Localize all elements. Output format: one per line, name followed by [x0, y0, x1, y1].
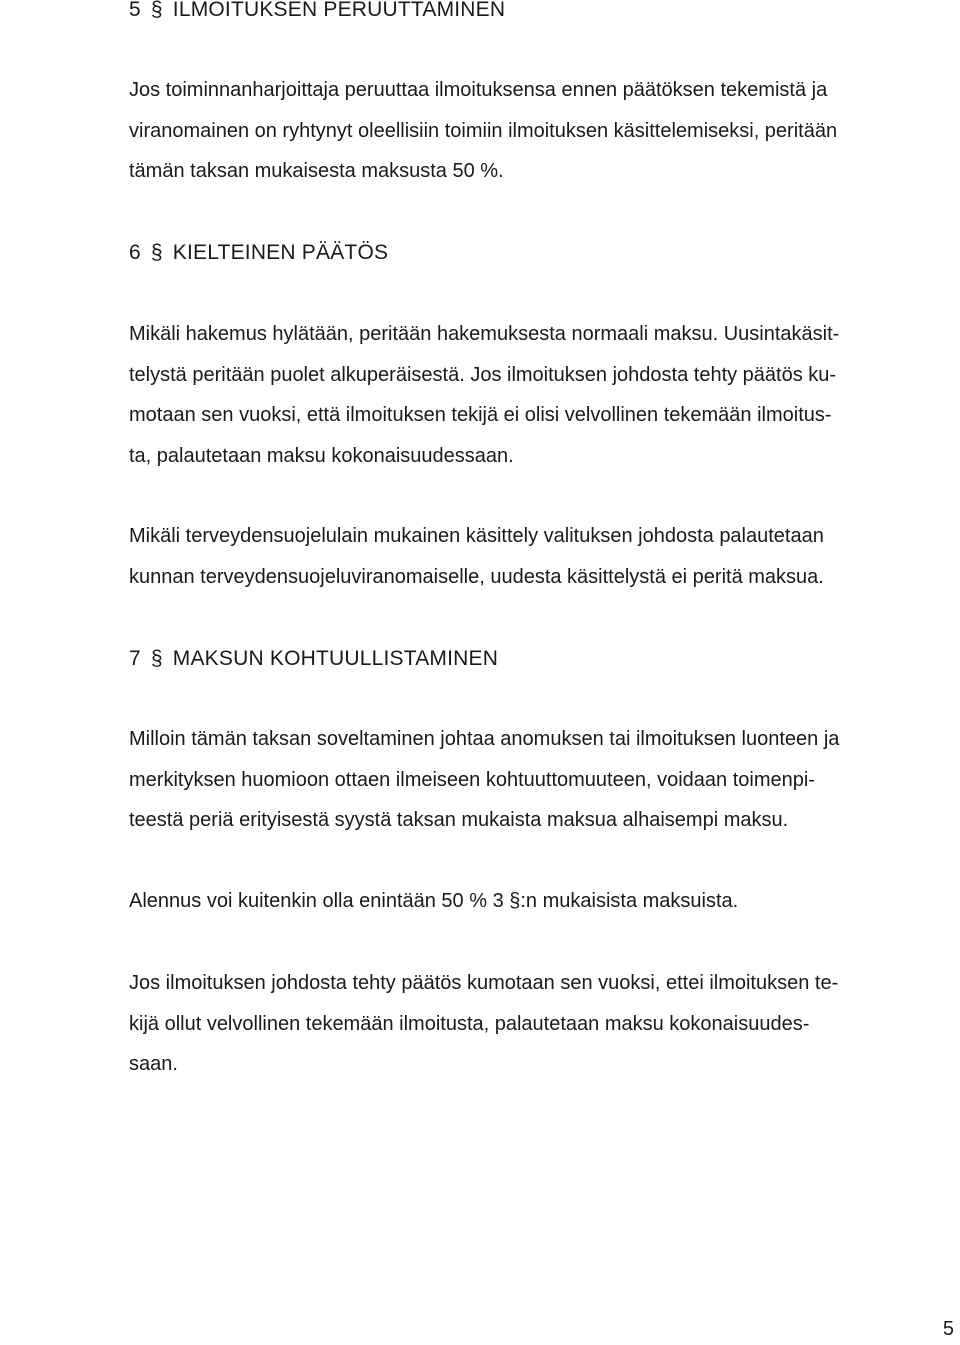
section-6-heading [129, 241, 388, 265]
text-line: Mikäli terveydensuojelulain mukainen käsittely valituksen johdosta palautetaan [129, 525, 824, 547]
section-7-paragraph-3 [129, 963, 838, 1085]
text-line: viranomainen on ryhtynyt oleellisiin toimiin ilmoituksen käsittelemiseksi, peritään [129, 119, 838, 142]
section-title: MAKSUN KOHTUULLISTAMINEN [172, 647, 499, 670]
text-line: saan. [129, 1053, 178, 1075]
text-line: Jos toiminnanharjoittaja peruuttaa ilmoituksensa ennen päätöksen tekemistä ja [129, 79, 828, 101]
section-number: 5 [129, 0, 141, 21]
section-title: KIELTEINEN PÄÄTÖS [172, 241, 389, 264]
section-symbol: § [150, 0, 163, 21]
text-line: motaan sen vuoksi, että ilmoituksen tekijä ei olisi velvollinen tekemään ilmoitus- [129, 404, 832, 426]
text-line: kijä ollut velvollinen tekemään ilmoitusta, palautetaan maksu kokonaisuudes- [129, 1012, 810, 1035]
section-number: 7 [129, 647, 141, 670]
text-line: tämän taksan mukaisesta maksusta 50 %. [129, 160, 504, 182]
section-7-paragraph-1 [129, 719, 839, 841]
section-5-paragraph-1 [129, 70, 837, 192]
text-line: kunnan terveydensuojeluviranomaiselle, uudesta käsittelystä ei peritä maksua. [129, 565, 824, 588]
text-line: Jos ilmoituksen johdosta tehty päätös kumotaan sen vuoksi, ettei ilmoituksen te- [129, 972, 839, 994]
text-line: Mikäli hakemus hylätään, peritään hakemuksesta normaali maksu. Uusintakäsit- [129, 323, 840, 345]
section-6-paragraph-1 [129, 314, 839, 476]
section-symbol: § [150, 647, 163, 670]
text-line: telystä peritään puolet alkuperäisestä. Jos ilmoituksen johdosta tehty päätös ku- [129, 363, 837, 386]
section-title: ILMOITUKSEN PERUUTTAMINEN [172, 0, 506, 21]
text-line: Milloin tämän taksan soveltaminen johtaa anomuksen tai ilmoituksen luonteen ja [129, 728, 840, 750]
text-line: teestä periä erityisestä syystä taksan mukaista maksua alhaisempi maksu. [129, 809, 789, 831]
page-number: 5 [942, 1318, 954, 1340]
section-number: 6 [129, 241, 141, 264]
section-6-paragraph-2 [129, 516, 824, 597]
section-7-heading [129, 647, 498, 671]
text-line: ta, palautetaan maksu kokonaisuudessaan. [129, 444, 514, 467]
text-line: merkityksen huomioon ottaen ilmeiseen kohtuuttomuuteen, voidaan toimenpi- [129, 768, 815, 791]
text-line: Alennus voi kuitenkin olla enintään 50 % 3 §:n mukaisista maksuista. [129, 890, 739, 912]
section-5-heading [129, 0, 505, 22]
section-symbol: § [150, 241, 163, 264]
section-7-paragraph-2 [129, 881, 738, 922]
